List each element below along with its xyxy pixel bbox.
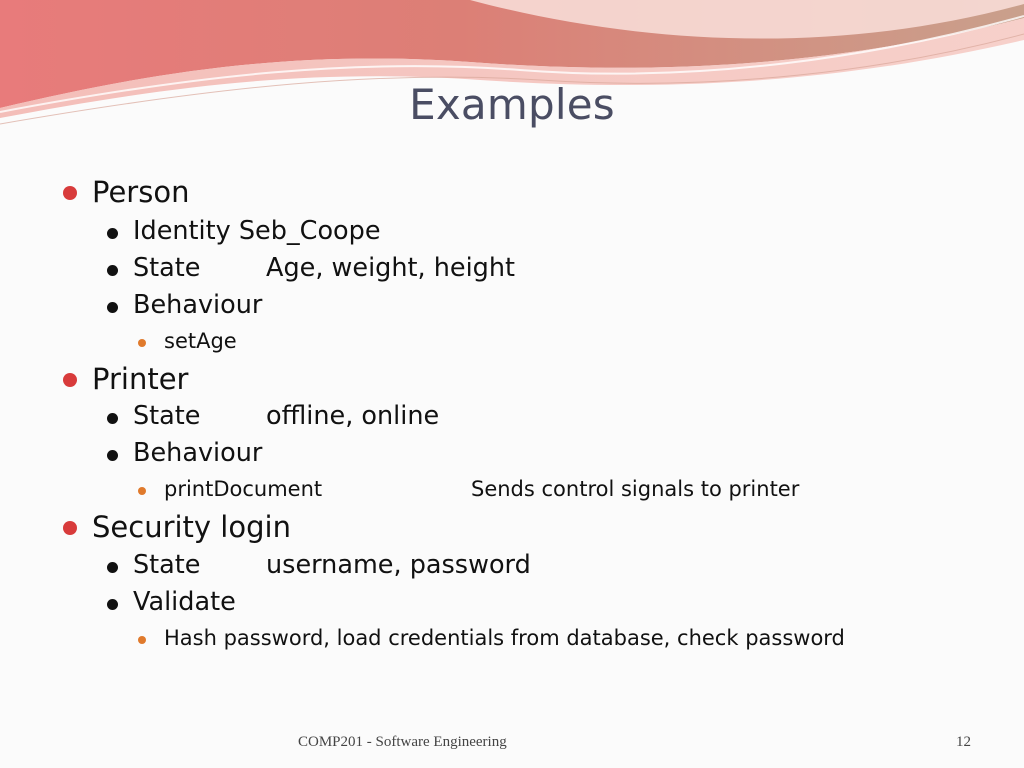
bullet-dot-icon xyxy=(107,265,118,276)
sub-sub-bullet-printdocument-description: Sends control signals to printer xyxy=(471,477,800,501)
bullet-dot-icon xyxy=(138,339,146,347)
slide-title: Examples xyxy=(409,80,615,129)
footer-page-number: 12 xyxy=(956,734,971,750)
bullet-dot-icon xyxy=(63,373,77,387)
bullet-dot-icon xyxy=(138,636,146,644)
sub-bullet-identity: Identity Seb_Coope xyxy=(133,216,381,246)
bullet-dot-icon xyxy=(107,599,118,610)
sub-bullet-validate: Validate xyxy=(133,587,236,617)
sub-bullet-state-label: State xyxy=(133,550,201,580)
bullet-dot-icon xyxy=(63,521,77,535)
bullet-dot-icon xyxy=(107,413,118,424)
footer-course-name: COMP201 - Software Engineering xyxy=(298,734,507,750)
bullet-dot-icon xyxy=(138,487,146,495)
bullet-dot-icon xyxy=(63,186,77,200)
sub-sub-bullet-printdocument: printDocument xyxy=(164,477,323,501)
sub-bullet-state-label: State xyxy=(133,401,201,431)
sub-bullet-state-value: Age, weight, height xyxy=(266,253,515,283)
bullet-dot-icon xyxy=(107,562,118,573)
sub-bullet-behaviour: Behaviour xyxy=(133,290,263,320)
bullet-dot-icon xyxy=(107,302,118,313)
bullet-dot-icon xyxy=(107,450,118,461)
sub-sub-bullet-validate-steps: Hash password, load credentials from database, check password xyxy=(164,626,845,650)
bullet-label-security-login: Security login xyxy=(92,510,291,544)
sub-bullet-behaviour: Behaviour xyxy=(133,438,263,468)
sub-bullet-state-label: State xyxy=(133,253,201,283)
sub-bullet-state-value: offline, online xyxy=(266,401,440,431)
bullet-label-printer: Printer xyxy=(92,362,189,396)
bullet-dot-icon xyxy=(107,228,118,239)
sub-sub-bullet-setage: setAge xyxy=(164,329,237,353)
bullet-label-person: Person xyxy=(92,175,190,209)
sub-bullet-state-value: username, password xyxy=(266,550,531,580)
